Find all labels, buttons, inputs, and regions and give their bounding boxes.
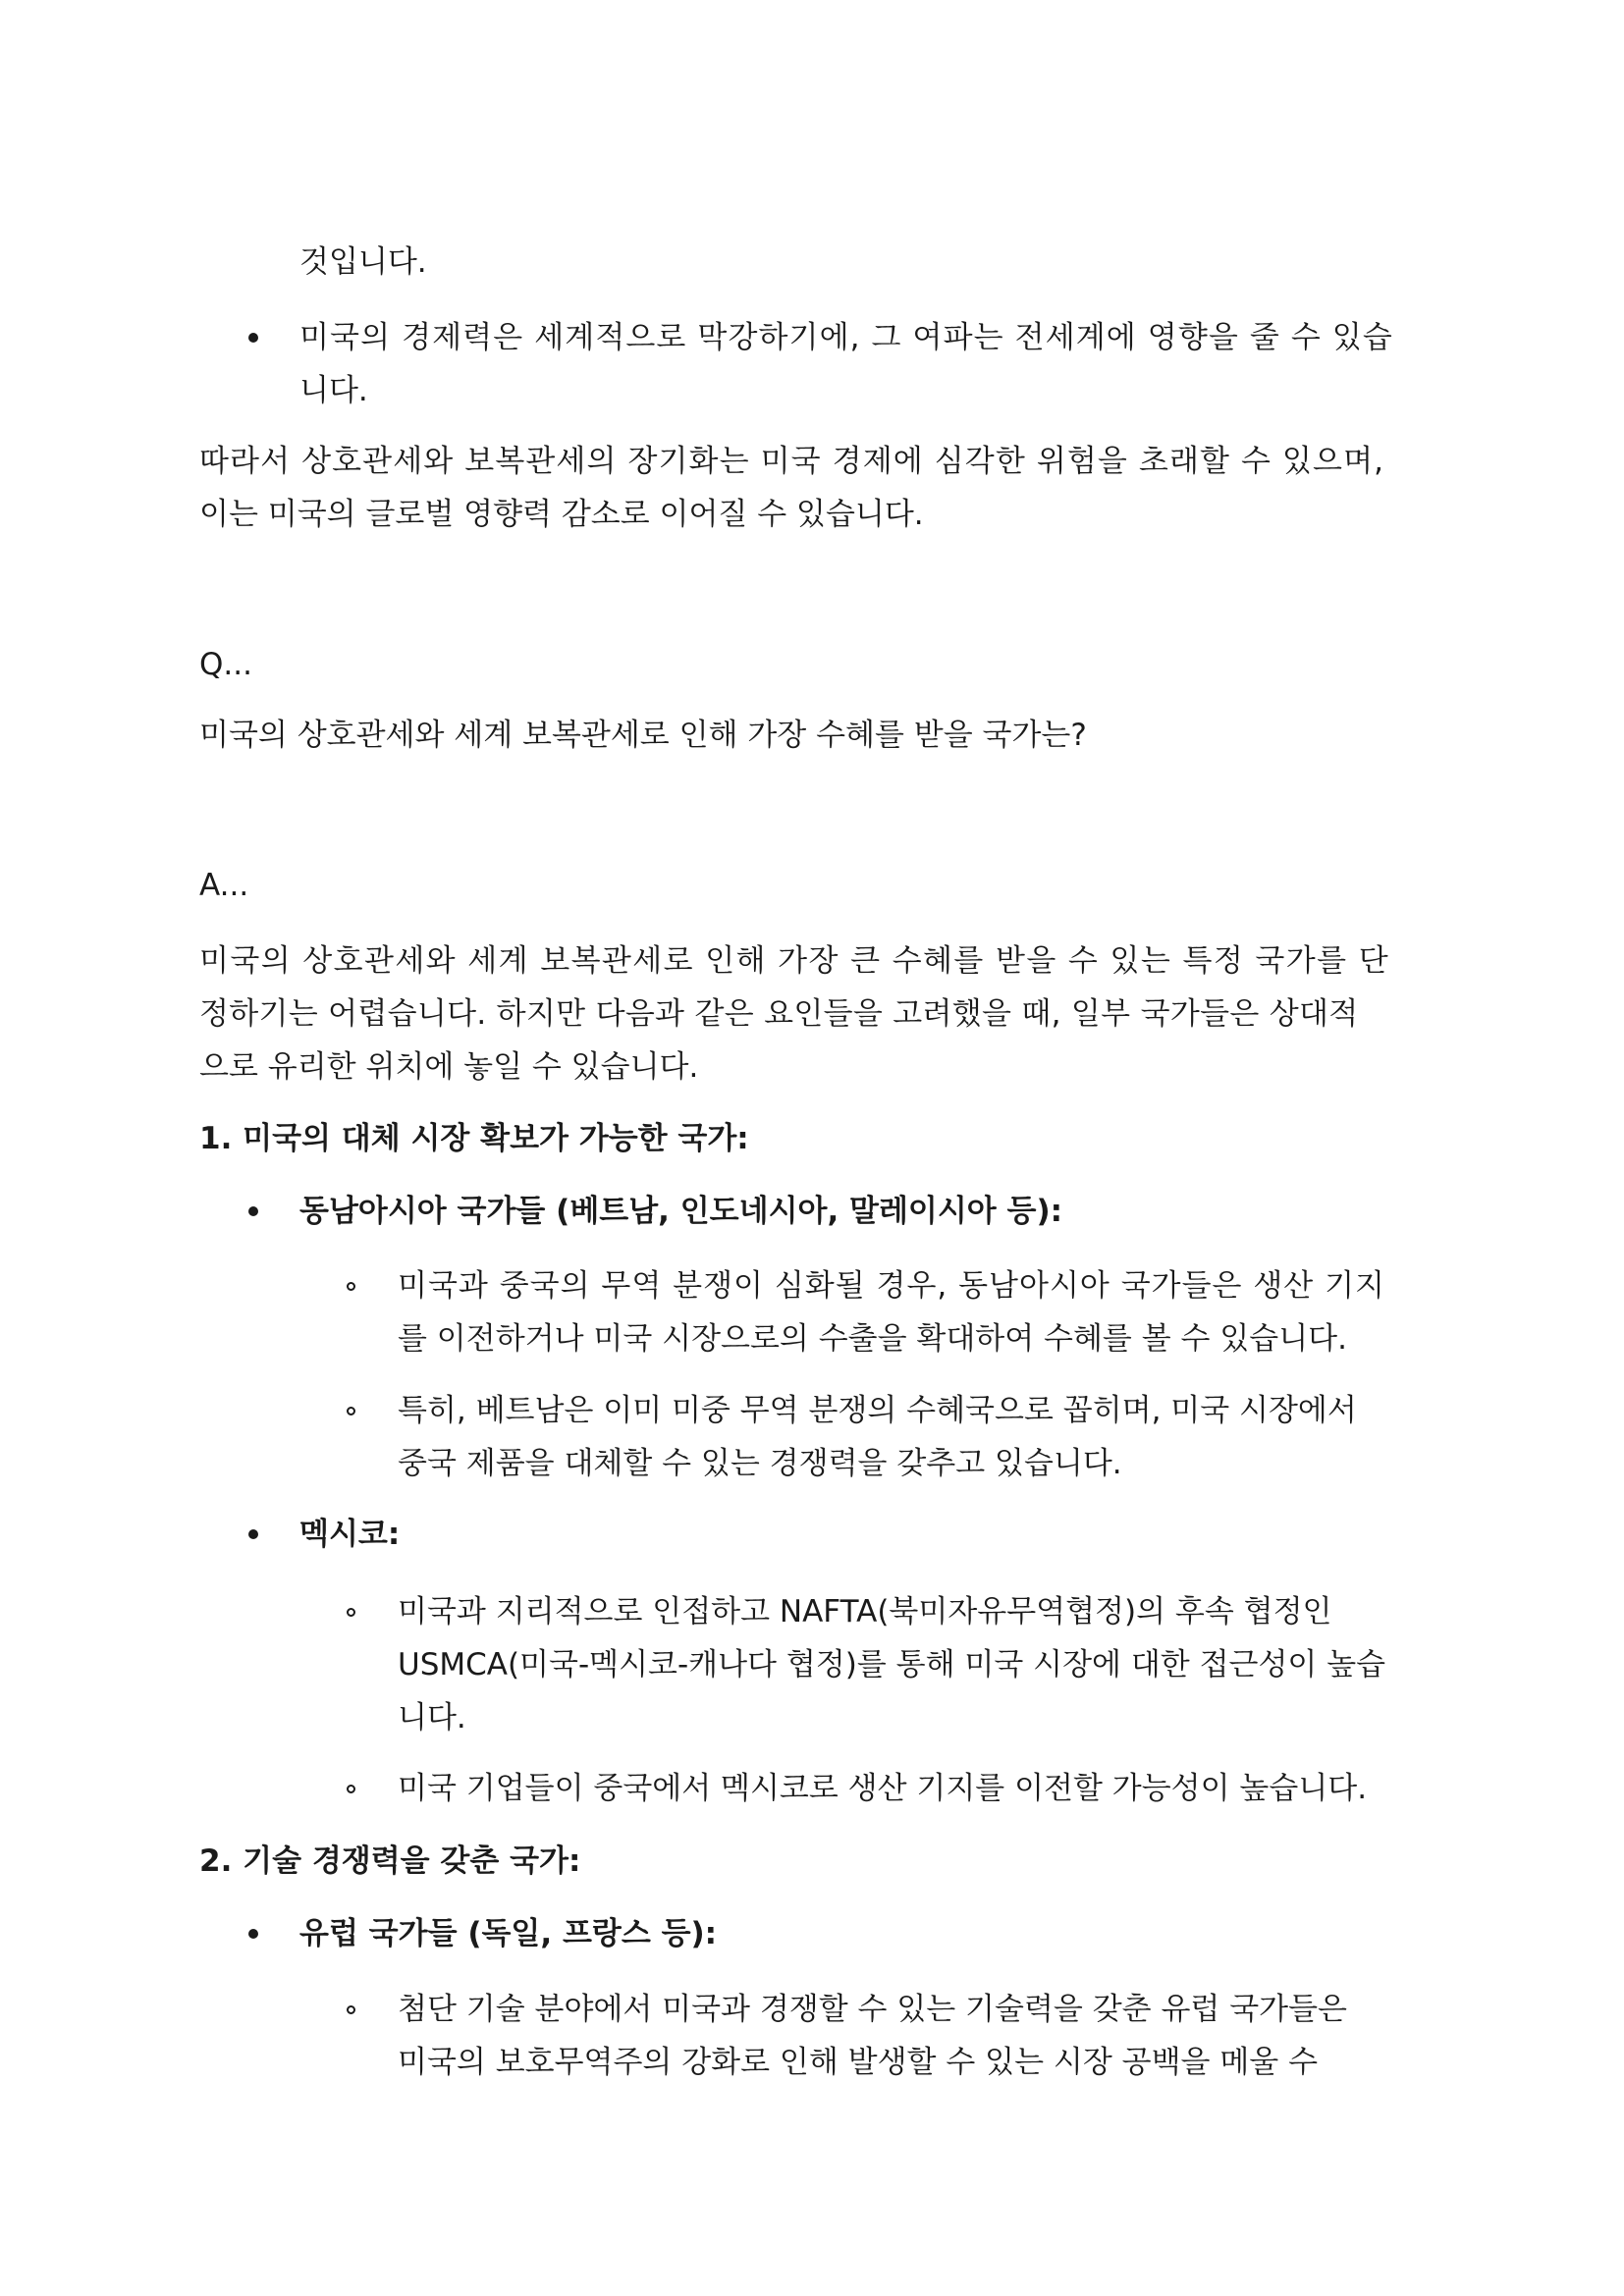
mexico-title: 멕시코: xyxy=(299,1517,401,1552)
continuation-line: 것입니다. xyxy=(299,244,427,280)
section2-heading: 2. 기술 경쟁력을 갖춘 국가: xyxy=(199,1843,581,1879)
circle-bullet-icon xyxy=(347,1608,355,1617)
q-label: Q... xyxy=(199,647,252,682)
intro-bullet-line2: 니다. xyxy=(299,373,368,408)
circle-bullet-icon xyxy=(347,1785,355,1793)
section1-heading: 1. 미국의 대체 시장 확보가 가능한 국가: xyxy=(199,1121,749,1156)
europe-title: 유럽 국가들 (독일, 프랑스 등): xyxy=(299,1916,718,1951)
answer-line2: 정하기는 어렵습니다. 하지만 다음과 같은 요인들을 고려했을 때, 일부 국가들은 상대적 xyxy=(199,996,1359,1032)
question-text: 미국의 상호관세와 세계 보복관세로 인해 가장 수혜를 받을 국가는? xyxy=(199,718,1087,753)
sea-sub2-line1: 특히, 베트남은 이미 미중 무역 분쟁의 수혜국으로 꼽히며, 미국 시장에서 xyxy=(398,1393,1357,1428)
mexico-sub1-line1: 미국과 지리적으로 인접하고 NAFTA(북미자유무역협정)의 후속 협정인 xyxy=(398,1594,1332,1629)
intro-bullet-line1: 미국의 경제력은 세계적으로 막강하기에, 그 여파는 전세계에 영향을 줄 수 있습 xyxy=(299,320,1393,355)
answer-line3: 으로 유리한 위치에 놓일 수 있습니다. xyxy=(199,1049,699,1085)
circle-bullet-icon xyxy=(347,1407,355,1415)
sea-sub1-line2: 를 이전하거나 미국 시장으로의 수출을 확대하여 수혜를 볼 수 있습니다. xyxy=(398,1321,1347,1357)
circle-bullet-icon xyxy=(347,1282,355,1291)
sea-title: 동남아시아 국가들 (베트남, 인도네시아, 말레이시아 등): xyxy=(299,1194,1063,1229)
bullet-icon xyxy=(248,333,258,343)
answer-line1: 미국의 상호관세와 세계 보복관세로 인해 가장 큰 수혜를 받을 수 있는 특정 국가를 단 xyxy=(199,943,1390,979)
mexico-sub2-line1: 미국 기업들이 중국에서 멕시코로 생산 기지를 이전할 가능성이 높습니다. xyxy=(398,1771,1368,1806)
bullet-icon xyxy=(248,1206,258,1216)
bullet-icon xyxy=(248,1529,258,1539)
mexico-sub1-line2: USMCA(미국-멕시코-캐나다 협정)를 통해 미국 시장에 대한 접근성이 높습 xyxy=(398,1647,1386,1682)
europe-sub1-line2: 미국의 보호무역주의 강화로 인해 발생할 수 있는 시장 공백을 메울 수 xyxy=(398,2045,1319,2080)
sea-sub2-line2: 중국 제품을 대체할 수 있는 경쟁력을 갖추고 있습니다. xyxy=(398,1446,1122,1481)
a-label: A... xyxy=(199,868,249,903)
europe-sub1-line1: 첨단 기술 분야에서 미국과 경쟁할 수 있는 기술력을 갖춘 유럽 국가들은 xyxy=(398,1992,1347,2027)
bullet-icon xyxy=(248,1929,258,1939)
sea-sub1-line1: 미국과 중국의 무역 분쟁이 심화될 경우, 동남아시아 국가들은 생산 기지 xyxy=(398,1268,1385,1304)
circle-bullet-icon xyxy=(347,2005,355,2014)
intro-paragraph-line2: 이는 미국의 글로벌 영향력 감소로 이어질 수 있습니다. xyxy=(199,497,924,532)
intro-paragraph-line1: 따라서 상호관세와 보복관세의 장기화는 미국 경제에 심각한 위험을 초래할 수 있으며, xyxy=(199,444,1385,479)
mexico-sub1-line3: 니다. xyxy=(398,1700,466,1735)
